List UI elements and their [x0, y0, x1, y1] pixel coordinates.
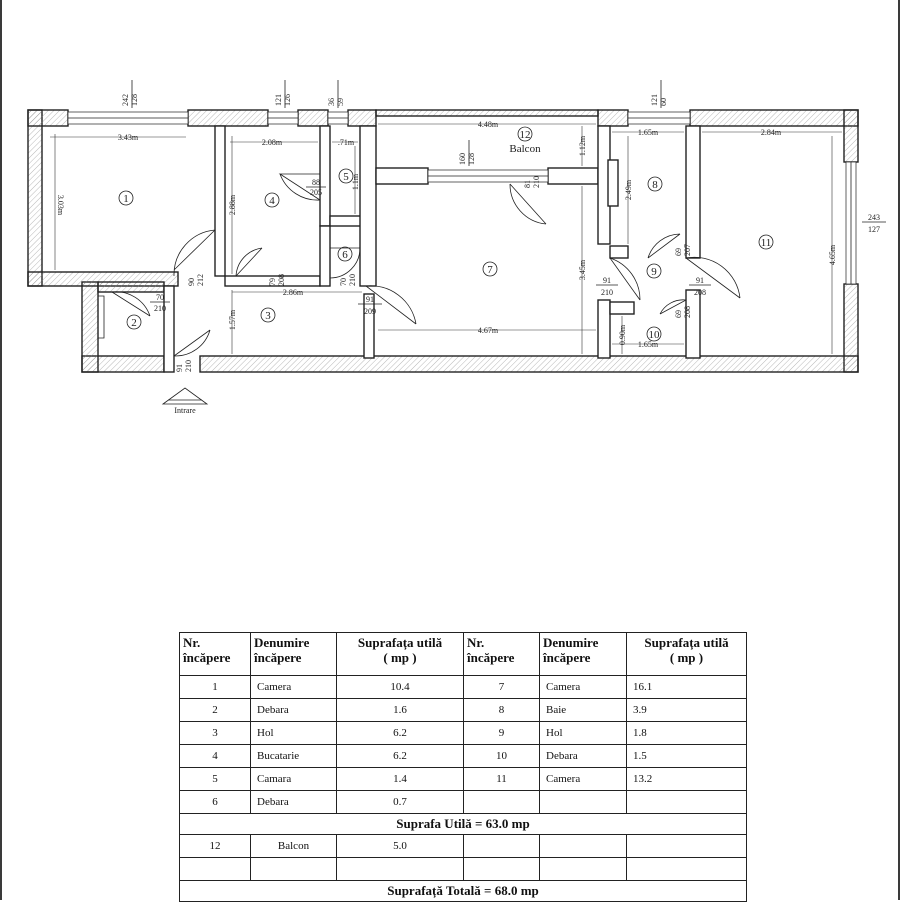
dim-room1-height: 3.03m	[56, 194, 65, 216]
dim-room8-height: 2.49m	[624, 179, 633, 201]
svg-text:91: 91	[175, 364, 184, 372]
svg-text:7: 7	[487, 264, 493, 276]
opening-door-room9	[596, 276, 618, 297]
opening-window-room8	[650, 94, 668, 106]
svg-text:207: 207	[683, 244, 692, 256]
svg-text:79: 79	[268, 278, 277, 286]
svg-text:8: 8	[652, 179, 658, 191]
dim-room7-height: 3.45m	[578, 259, 587, 281]
dim-room3-width: 2.86m	[282, 288, 304, 297]
svg-text:127: 127	[868, 225, 880, 234]
room-8-marker	[648, 177, 662, 191]
svg-text:70: 70	[339, 278, 348, 286]
room-9-marker	[647, 264, 661, 278]
entrance-marker	[163, 388, 207, 415]
opening-window-room11	[862, 213, 886, 234]
header-name-right: Denumire încăpere	[540, 633, 627, 676]
svg-text:209: 209	[364, 307, 376, 316]
dim-balcony-width: 4.48m	[477, 120, 499, 129]
balcony-label: Balcon	[509, 143, 541, 155]
dim-balcony-depth: 1.12m	[578, 135, 587, 157]
dim-room10-width: 1.65m	[637, 340, 659, 349]
table-row: 1 Camera 10.4 7 Camera 16.1	[180, 676, 747, 699]
table-row	[180, 858, 747, 881]
svg-text:91: 91	[603, 276, 611, 285]
svg-text:210: 210	[184, 360, 193, 372]
svg-text:210: 210	[154, 304, 166, 313]
dim-room3-height: 1.57m	[228, 309, 237, 331]
dim-room4-width: 2.08m	[261, 138, 283, 147]
opening-door-room8	[674, 244, 692, 256]
room-1-marker	[119, 191, 133, 205]
svg-text:210: 210	[348, 274, 357, 286]
area-table	[179, 632, 747, 902]
svg-text:208: 208	[277, 274, 286, 286]
svg-text:4: 4	[269, 195, 275, 207]
svg-text:121: 121	[274, 94, 283, 106]
svg-text:210: 210	[532, 176, 541, 188]
header-nr: Nr. încăpere	[180, 633, 251, 676]
doors	[98, 174, 740, 356]
table-row: 5 Camara 1.4 11 Camera 13.2	[180, 768, 747, 791]
svg-text:3: 3	[265, 310, 271, 322]
table-row: 3 Hol 6.2 9 Hol 1.8	[180, 722, 747, 745]
svg-text:128: 128	[467, 153, 476, 165]
svg-text:126: 126	[283, 94, 292, 106]
dim-room5-width: .71m	[337, 138, 355, 147]
dim-room11-width: 2.84m	[760, 128, 782, 137]
dim-room8-width: 1.65m	[637, 128, 659, 137]
opening-door-room10	[674, 306, 692, 318]
svg-text:208: 208	[683, 306, 692, 318]
opening-window-room4	[274, 94, 292, 106]
svg-text:11: 11	[760, 237, 772, 249]
svg-text:160: 160	[458, 153, 467, 165]
table-row: 2 Debara 1.6 8 Baie 3.9	[180, 699, 747, 722]
svg-text:210: 210	[601, 288, 613, 297]
floor-plan	[0, 0, 900, 430]
dim-room7-width: 4.67m	[477, 326, 499, 335]
room-7-marker	[483, 262, 497, 276]
header-nr-right: Nr. încăpere	[464, 633, 540, 676]
opening-entrance-door	[175, 360, 193, 372]
svg-text:69: 69	[674, 310, 683, 318]
svg-text:91: 91	[696, 276, 704, 285]
room-12-marker	[509, 127, 541, 155]
svg-text:5: 5	[343, 171, 349, 183]
svg-text:243: 243	[868, 213, 880, 222]
dim-room11-height: 4.65m	[828, 244, 837, 266]
header-area: Suprafața utilă ( mp )	[337, 633, 464, 676]
svg-text:205: 205	[310, 188, 322, 197]
svg-text:242: 242	[121, 94, 130, 106]
svg-text:59: 59	[336, 98, 345, 106]
svg-text:69: 69	[674, 248, 683, 256]
useful-area-total: Suprafa Utilă = 63.0 mp	[180, 814, 747, 835]
svg-text:91: 91	[366, 295, 374, 304]
header-name: Denumire încăpere	[251, 633, 337, 676]
exterior-walls	[28, 110, 858, 372]
dim-room10-height: 0.90m	[618, 324, 627, 346]
grand-total-row	[180, 881, 747, 902]
header-area-right: Suprafața utilă ( mp )	[627, 633, 747, 676]
opening-balcony-window	[458, 153, 476, 165]
svg-text:121: 121	[650, 94, 659, 106]
svg-text:2: 2	[131, 317, 137, 329]
svg-text:208: 208	[694, 288, 706, 297]
svg-text:90: 90	[187, 278, 196, 286]
opening-door-room1	[187, 274, 205, 286]
table-header-row	[180, 633, 747, 676]
dim-room5-height: 1.1m	[351, 173, 360, 191]
grand-total: Suprafață Totală = 68.0 mp	[180, 881, 747, 902]
dim-room1-width: 3.43m	[117, 133, 139, 142]
room-2-marker	[127, 315, 141, 329]
dim-room4-height: 2.88m	[228, 194, 237, 216]
table-row: 6 Debara 0.7	[180, 791, 747, 814]
svg-text:1: 1	[123, 193, 129, 205]
svg-text:60: 60	[659, 98, 668, 106]
svg-text:36: 36	[327, 98, 336, 106]
room-3-marker	[261, 308, 275, 322]
opening-window-room1	[121, 94, 139, 106]
useful-area-total-row	[180, 814, 747, 835]
room-11-marker	[759, 235, 773, 249]
opening-window-room5	[327, 98, 345, 106]
svg-text:9: 9	[651, 266, 657, 278]
svg-text:12: 12	[519, 129, 531, 141]
svg-text:70: 70	[156, 293, 164, 302]
table-row: 12 Balcon 5.0	[180, 835, 747, 858]
svg-text:10: 10	[648, 329, 660, 341]
svg-text:88: 88	[312, 178, 320, 187]
room-6-marker	[338, 247, 352, 261]
svg-text:81: 81	[523, 180, 532, 188]
svg-text:6: 6	[342, 249, 348, 261]
room-10-marker	[647, 327, 661, 341]
table-row: 4 Bucatarie 6.2 10 Debara 1.5	[180, 745, 747, 768]
svg-text:212: 212	[196, 274, 205, 286]
entrance-label: Intrare	[174, 406, 196, 415]
room-4-marker	[265, 193, 279, 207]
svg-text:128: 128	[130, 94, 139, 106]
